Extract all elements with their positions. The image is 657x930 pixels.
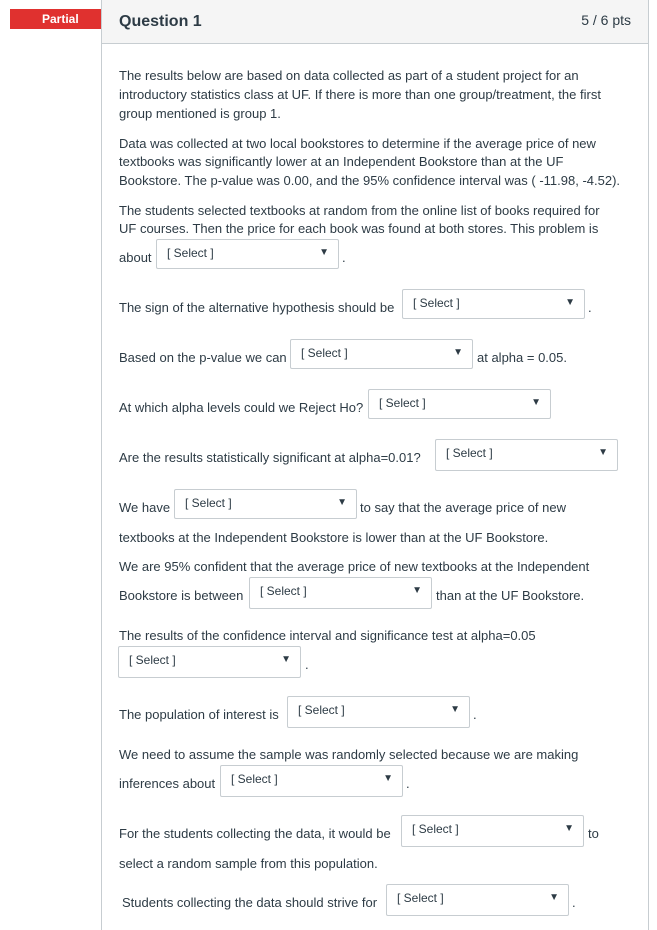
results-label: The results of the confidence interval and significance test at alpha=0.05 bbox=[119, 628, 536, 643]
select-placeholder: [ Select ] bbox=[260, 584, 307, 598]
alpha-label: At which alpha levels could we Reject Ho? bbox=[119, 400, 364, 415]
about-select[interactable] bbox=[156, 239, 339, 269]
evidence-label: We have bbox=[119, 500, 171, 515]
ci-label: Bookstore is between bbox=[119, 588, 244, 603]
dropdown-arrow-icon: ▼ bbox=[598, 447, 608, 458]
question-header bbox=[102, 0, 648, 44]
dropdown-arrow-icon: ▼ bbox=[450, 704, 460, 715]
evidence-text: textbooks at the Independent Bookstore is lower than at the UF Bookstore. bbox=[119, 530, 549, 545]
select-placeholder: [ Select ] bbox=[129, 653, 176, 667]
alpha-select[interactable] bbox=[368, 389, 551, 419]
collect-select[interactable] bbox=[401, 815, 584, 847]
strive-label: Students collecting the data should strive for bbox=[122, 895, 378, 910]
dropdown-arrow-icon: ▼ bbox=[412, 585, 422, 596]
significance-select[interactable] bbox=[435, 439, 618, 471]
dropdown-arrow-icon: ▼ bbox=[453, 347, 463, 358]
ci-suffix: than at the UF Bookstore. bbox=[436, 588, 585, 603]
dropdown-arrow-icon: ▼ bbox=[549, 892, 559, 903]
select-placeholder: [ Select ] bbox=[185, 496, 232, 510]
collect-label: For the students collecting the data, it would be bbox=[119, 826, 391, 841]
select-placeholder: [ Select ] bbox=[413, 296, 460, 310]
method-text: UF courses. Then the price for each book was found at both stores. This problem is bbox=[119, 221, 599, 236]
population-label: The population of interest is bbox=[119, 707, 279, 722]
scenario-text: Bookstore. The p-value was 0.00, and the 95% confidence interval was ( -11.98, -4.52). bbox=[119, 173, 621, 188]
method-text: The students selected textbooks at random from the online list of books required for bbox=[119, 203, 600, 218]
dropdown-arrow-icon: ▼ bbox=[319, 247, 329, 258]
collect-text: select a random sample from this population. bbox=[119, 856, 378, 871]
dropdown-arrow-icon: ▼ bbox=[564, 823, 574, 834]
select-placeholder: [ Select ] bbox=[167, 246, 214, 260]
significance-label: Are the results statistically significant at alpha=0.01? bbox=[119, 450, 421, 465]
period: . bbox=[305, 657, 309, 672]
evidence-select[interactable] bbox=[174, 489, 357, 519]
intro-text: group mentioned is group 1. bbox=[119, 106, 281, 121]
sign-label: The sign of the alternative hypothesis should be bbox=[119, 300, 395, 315]
select-placeholder: [ Select ] bbox=[412, 822, 459, 836]
scenario-text: textbooks was significantly lower at an Independent Bookstore than at the UF bbox=[119, 154, 564, 169]
sign-select[interactable] bbox=[402, 289, 585, 319]
results-select[interactable] bbox=[118, 646, 301, 678]
period: . bbox=[588, 300, 592, 315]
select-placeholder: [ Select ] bbox=[231, 772, 278, 786]
period: . bbox=[342, 250, 346, 265]
intro-text: introductory statistics class at UF. If there is more than one group/treatment, the first bbox=[119, 87, 601, 102]
select-placeholder: [ Select ] bbox=[397, 891, 444, 905]
collect-suffix: to bbox=[588, 826, 599, 841]
partial-badge: Partial bbox=[10, 9, 102, 29]
about-label: about bbox=[119, 250, 152, 265]
period: . bbox=[572, 895, 576, 910]
population-select[interactable] bbox=[287, 696, 470, 728]
ci-select[interactable] bbox=[249, 577, 432, 609]
select-placeholder: [ Select ] bbox=[298, 703, 345, 717]
dropdown-arrow-icon: ▼ bbox=[565, 297, 575, 308]
select-placeholder: [ Select ] bbox=[379, 396, 426, 410]
question-title: Question 1 bbox=[119, 13, 202, 30]
dropdown-arrow-icon: ▼ bbox=[337, 497, 347, 508]
assume-label: inferences about bbox=[119, 776, 216, 791]
period: . bbox=[473, 707, 477, 722]
question-points: 5 / 6 pts bbox=[581, 12, 631, 28]
assume-text: We need to assume the sample was randomly selected because we are making bbox=[119, 747, 579, 762]
scenario-text: Data was collected at two local bookstores to determine if the average price of new bbox=[119, 136, 596, 151]
pvalue-suffix: at alpha = 0.05. bbox=[477, 350, 567, 365]
pvalue-label: Based on the p-value we can bbox=[119, 350, 287, 365]
intro-text: The results below are based on data collected as part of a student project for an bbox=[119, 68, 579, 83]
evidence-suffix: to say that the average price of new bbox=[360, 500, 566, 515]
dropdown-arrow-icon: ▼ bbox=[281, 654, 291, 665]
dropdown-arrow-icon: ▼ bbox=[531, 397, 541, 408]
dropdown-arrow-icon: ▼ bbox=[383, 773, 393, 784]
strive-select[interactable] bbox=[386, 884, 569, 916]
select-placeholder: [ Select ] bbox=[446, 446, 493, 460]
inference-select[interactable] bbox=[220, 765, 403, 797]
ci-text: We are 95% confident that the average price of new textbooks at the Independent bbox=[119, 559, 590, 574]
pvalue-select[interactable] bbox=[290, 339, 473, 369]
period: . bbox=[406, 776, 410, 791]
select-placeholder: [ Select ] bbox=[301, 346, 348, 360]
